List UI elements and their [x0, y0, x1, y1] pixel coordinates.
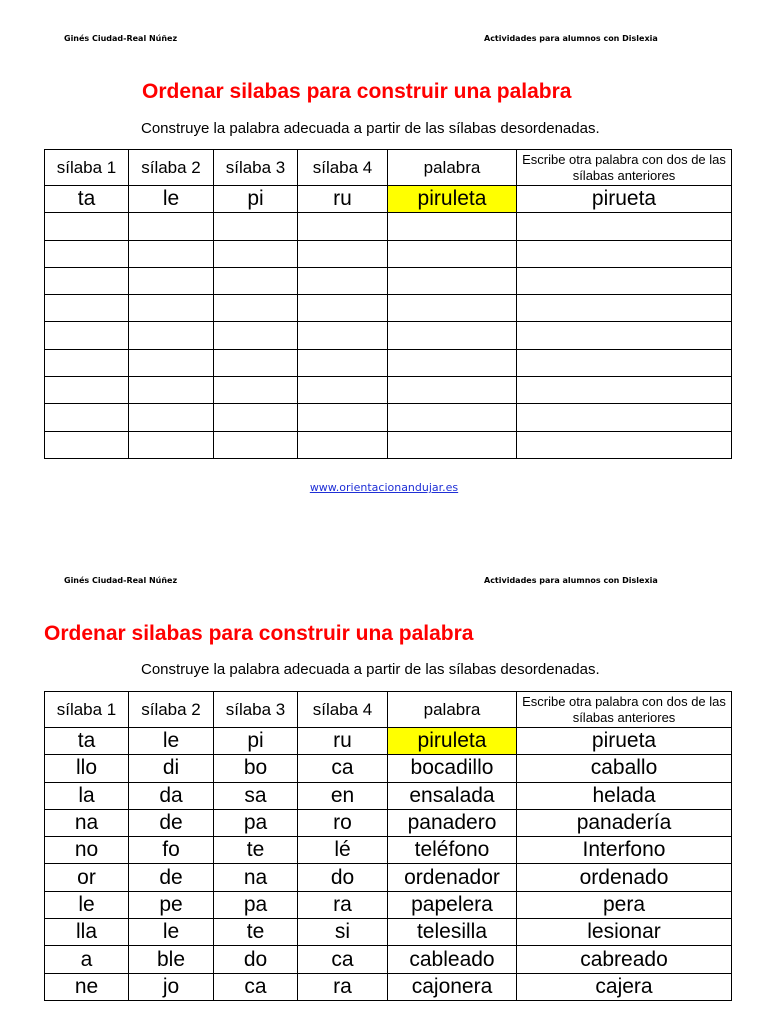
blank-cell[interactable]	[214, 404, 298, 431]
empty-answer-row	[45, 240, 732, 267]
syllable-cell: or	[45, 864, 129, 891]
page-title-2: Ordenar silabas para construir una palabra	[44, 622, 474, 645]
column-header: Escribe otra palabra con dos de las sílabas anteriores	[517, 692, 732, 728]
syllable-cell: da	[129, 782, 214, 809]
syllable-cell: la	[45, 782, 129, 809]
website-link[interactable]: www.orientacionandujar.es	[309, 481, 459, 494]
blank-cell[interactable]	[517, 240, 732, 267]
blank-cell[interactable]	[298, 431, 388, 458]
blank-cell[interactable]	[129, 349, 214, 376]
empty-answer-row	[45, 404, 732, 431]
column-header: Escribe otra palabra con dos de las sílabas anteriores	[517, 150, 732, 186]
blank-cell[interactable]	[45, 431, 129, 458]
blank-cell[interactable]	[129, 240, 214, 267]
syllable-cell: ra	[298, 891, 388, 918]
syllable-cell: de	[129, 864, 214, 891]
syllable-cell: lla	[45, 919, 129, 946]
blank-cell[interactable]	[517, 213, 732, 240]
blank-cell[interactable]	[388, 295, 517, 322]
blank-cell[interactable]	[214, 213, 298, 240]
blank-cell[interactable]	[214, 377, 298, 404]
blank-cell[interactable]	[517, 295, 732, 322]
extra-word-cell: helada	[517, 782, 732, 809]
page-title: Ordenar silabas para construir una palabra	[142, 80, 572, 103]
answer-table	[44, 691, 732, 1001]
blank-cell[interactable]	[45, 240, 129, 267]
empty-answer-row	[45, 295, 732, 322]
worksheet-table-body	[45, 150, 732, 459]
syllable-cell: pa	[214, 809, 298, 836]
column-header: sílaba 1	[45, 692, 129, 728]
word-cell: panadero	[388, 809, 517, 836]
syllable-cell: ca	[214, 973, 298, 1000]
syllable-cell: na	[45, 809, 129, 836]
column-header: sílaba 3	[214, 150, 298, 186]
answer-table-body	[45, 692, 732, 1001]
extra-word-cell: cabreado	[517, 946, 732, 973]
syllable-cell: fo	[129, 837, 214, 864]
blank-cell[interactable]	[388, 322, 517, 349]
table-row	[45, 973, 732, 1000]
syllable-cell: ble	[129, 946, 214, 973]
syllable-cell: si	[298, 919, 388, 946]
word-cell: papelera	[388, 891, 517, 918]
header-subject: Actividades para alumnos con Dislexia	[484, 34, 658, 43]
syllable-cell: ta	[45, 728, 129, 755]
blank-cell[interactable]	[129, 213, 214, 240]
column-header: sílaba 3	[214, 692, 298, 728]
table-row	[45, 782, 732, 809]
blank-cell[interactable]	[129, 377, 214, 404]
syllable-cell: na	[214, 864, 298, 891]
blank-cell[interactable]	[129, 267, 214, 294]
blank-cell[interactable]	[214, 349, 298, 376]
syllable-cell: ro	[298, 809, 388, 836]
blank-cell[interactable]	[517, 377, 732, 404]
word-cell: ensalada	[388, 782, 517, 809]
extra-word-cell: ordenado	[517, 864, 732, 891]
syllable-cell: ra	[298, 973, 388, 1000]
syllable-cell: de	[129, 809, 214, 836]
table-header-row	[45, 692, 732, 728]
blank-cell[interactable]	[45, 349, 129, 376]
blank-cell[interactable]	[517, 349, 732, 376]
empty-answer-row	[45, 349, 732, 376]
blank-cell[interactable]	[298, 377, 388, 404]
word-cell: piruleta	[388, 186, 517, 213]
syllable-cell: a	[45, 946, 129, 973]
blank-cell[interactable]	[129, 404, 214, 431]
syllable-cell: do	[214, 946, 298, 973]
blank-cell[interactable]	[45, 295, 129, 322]
syllable-cell: ru	[298, 186, 388, 213]
worksheet-table	[44, 149, 732, 459]
syllable-cell: sa	[214, 782, 298, 809]
blank-cell[interactable]	[298, 267, 388, 294]
syllable-cell: pi	[214, 186, 298, 213]
blank-cell[interactable]	[214, 267, 298, 294]
blank-cell[interactable]	[45, 213, 129, 240]
syllable-cell: ne	[45, 973, 129, 1000]
blank-cell[interactable]	[45, 267, 129, 294]
blank-cell[interactable]	[214, 240, 298, 267]
syllable-cell: di	[129, 755, 214, 782]
column-header: palabra	[388, 150, 517, 186]
header-author-2: Ginés Ciudad-Real Núñez	[64, 576, 178, 585]
empty-answer-row	[45, 267, 732, 294]
blank-cell[interactable]	[298, 213, 388, 240]
syllable-cell: le	[129, 186, 214, 213]
table-row	[45, 864, 732, 891]
word-cell: piruleta	[388, 728, 517, 755]
website-link-wrap	[0, 481, 768, 494]
word-cell: teléfono	[388, 837, 517, 864]
blank-cell[interactable]	[517, 267, 732, 294]
blank-cell[interactable]	[129, 322, 214, 349]
table-row	[45, 755, 732, 782]
empty-answer-row	[45, 213, 732, 240]
syllable-cell: ta	[45, 186, 129, 213]
blank-cell[interactable]	[45, 404, 129, 431]
header-subject-2: Actividades para alumnos con Dislexia	[484, 576, 658, 585]
blank-cell[interactable]	[388, 349, 517, 376]
syllable-cell: ca	[298, 946, 388, 973]
word-cell: telesilla	[388, 919, 517, 946]
blank-cell[interactable]	[388, 431, 517, 458]
syllable-cell: llo	[45, 755, 129, 782]
instruction-text: Construye la palabra adecuada a partir de las sílabas desordenadas.	[141, 120, 600, 137]
syllable-cell: en	[298, 782, 388, 809]
column-header: sílaba 2	[129, 150, 214, 186]
blank-cell[interactable]	[298, 322, 388, 349]
blank-cell[interactable]	[45, 322, 129, 349]
word-cell: cajonera	[388, 973, 517, 1000]
extra-word-cell: caballo	[517, 755, 732, 782]
column-header: sílaba 4	[298, 692, 388, 728]
blank-cell[interactable]	[388, 267, 517, 294]
blank-cell[interactable]	[129, 295, 214, 322]
syllable-cell: lé	[298, 837, 388, 864]
blank-cell[interactable]	[45, 377, 129, 404]
column-header: sílaba 2	[129, 692, 214, 728]
empty-answer-row	[45, 377, 732, 404]
blank-cell[interactable]	[214, 431, 298, 458]
extra-word-cell: pirueta	[517, 728, 732, 755]
syllable-cell: te	[214, 919, 298, 946]
table-row	[45, 837, 732, 864]
blank-cell[interactable]	[214, 322, 298, 349]
syllable-cell: ru	[298, 728, 388, 755]
blank-cell[interactable]	[388, 213, 517, 240]
syllable-cell: le	[129, 919, 214, 946]
table-row	[45, 891, 732, 918]
syllable-cell: ca	[298, 755, 388, 782]
extra-word-cell: pera	[517, 891, 732, 918]
blank-cell[interactable]	[388, 377, 517, 404]
blank-cell[interactable]	[517, 404, 732, 431]
syllable-cell: bo	[214, 755, 298, 782]
syllable-cell: le	[45, 891, 129, 918]
extra-word-cell: panadería	[517, 809, 732, 836]
syllable-cell: do	[298, 864, 388, 891]
extra-word-cell: lesionar	[517, 919, 732, 946]
syllable-cell: le	[129, 728, 214, 755]
syllable-cell: pi	[214, 728, 298, 755]
syllable-cell: jo	[129, 973, 214, 1000]
header-author: Ginés Ciudad-Real Núñez	[64, 34, 178, 43]
table-row	[45, 809, 732, 836]
syllable-cell: no	[45, 837, 129, 864]
table-row	[45, 919, 732, 946]
blank-cell[interactable]	[298, 349, 388, 376]
extra-word-cell: pirueta	[517, 186, 732, 213]
column-header: palabra	[388, 692, 517, 728]
instruction-text-2: Construye la palabra adecuada a partir de las sílabas desordenadas.	[141, 661, 600, 678]
blank-cell[interactable]	[388, 240, 517, 267]
word-cell: cableado	[388, 946, 517, 973]
extra-word-cell: cajera	[517, 973, 732, 1000]
table-row	[45, 946, 732, 973]
syllable-cell: pa	[214, 891, 298, 918]
empty-answer-row	[45, 322, 732, 349]
table-header-row	[45, 150, 732, 186]
extra-word-cell: Interfono	[517, 837, 732, 864]
syllable-cell: pe	[129, 891, 214, 918]
syllable-cell: te	[214, 837, 298, 864]
blank-cell[interactable]	[129, 431, 214, 458]
blank-cell[interactable]	[214, 295, 298, 322]
column-header: sílaba 4	[298, 150, 388, 186]
column-header: sílaba 1	[45, 150, 129, 186]
blank-cell[interactable]	[298, 240, 388, 267]
word-cell: ordenador	[388, 864, 517, 891]
blank-cell[interactable]	[517, 322, 732, 349]
table-row	[45, 186, 732, 213]
blank-cell[interactable]	[517, 431, 732, 458]
blank-cell[interactable]	[388, 404, 517, 431]
blank-cell[interactable]	[298, 295, 388, 322]
word-cell: bocadillo	[388, 755, 517, 782]
empty-answer-row	[45, 431, 732, 458]
blank-cell[interactable]	[298, 404, 388, 431]
table-row	[45, 728, 732, 755]
